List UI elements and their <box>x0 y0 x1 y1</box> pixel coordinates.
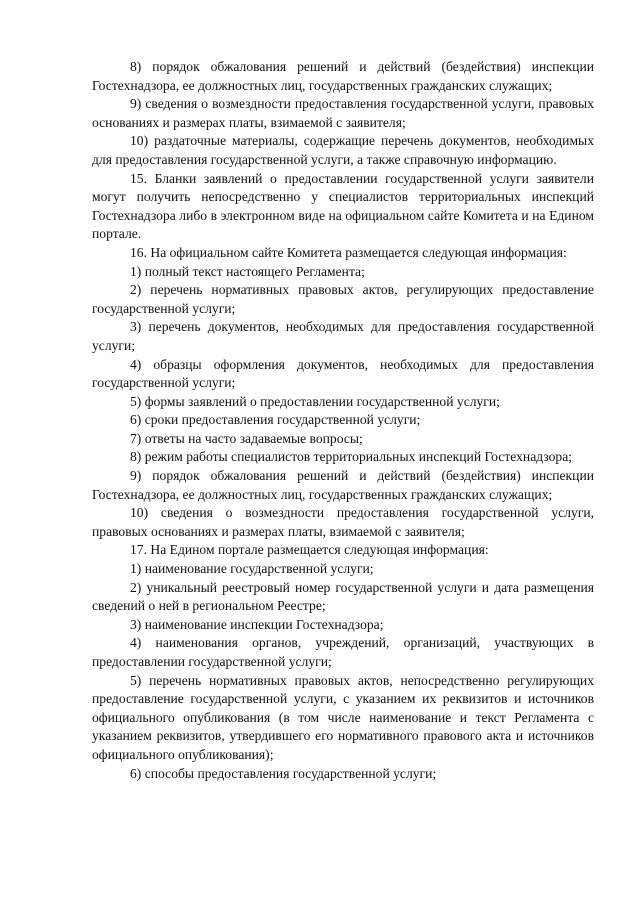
paragraph: 2) перечень нормативных правовых актов, регулирующих предоставление государственной услуги; <box>92 282 594 316</box>
paragraph: 2) уникальный реестровый номер государственной услуги и дата размещения сведений о ней в региональном Реестре; <box>92 579 594 614</box>
paragraph: 17. На Едином портале размещается следующая информация: <box>130 542 489 558</box>
paragraph: 8) порядок обжалования решений и действий (бездействия) инспекции Гостехнадзора, ее должностных лиц, государственных гражданских служащих; <box>92 59 594 93</box>
paragraph: 8) режим работы специалистов территориальных инспекций Гостехнадзора; <box>130 449 573 465</box>
paragraph: 4) образцы оформления документов, необходимых для предоставления государственной услуги; <box>92 356 594 391</box>
paragraph: 10) раздаточные материалы, содержащие перечень документов, необходимых для предоставления государственной услуги, а также справочную информацию. <box>92 133 594 167</box>
paragraph: 9) порядок обжалования решений и действий (бездействия) инспекции Гостехнадзора, ее должностных лиц, государственных гражданских служащих; <box>92 468 594 502</box>
paragraph: 5) формы заявлений о предоставлении государственной услуги; <box>130 393 500 409</box>
paragraph: 3) перечень документов, необходимых для предоставления государственной услуги; <box>92 319 594 353</box>
paragraph: 4) наименования органов, учреждений, организаций, участвующих в предоставлении государственной услуги; <box>92 635 594 669</box>
document-page <box>92 58 594 783</box>
paragraph: 1) полный текст настоящего Регламента; <box>130 263 365 279</box>
paragraph: 7) ответы на часто задаваемые вопросы; <box>130 430 363 446</box>
paragraph: 10) сведения о возмездности предоставления государственной услуги, правовых основаниях и размерах платы, взимаемой с заявителя; <box>92 505 594 539</box>
paragraph: 3) наименование инспекции Гостехнадзора; <box>130 616 384 632</box>
paragraph: 16. На официальном сайте Комитета размещается следующая информация: <box>130 244 567 260</box>
paragraph: 9) сведения о возмездности предоставления государственной услуги, правовых основаниях и размерах платы, взимаемой с заявителя; <box>92 96 594 130</box>
paragraph: 6) сроки предоставления государственной услуги; <box>130 412 421 428</box>
paragraph: 5) перечень нормативных правовых актов, непосредственно регулирующих предоставление государственной услуги, с указанием их реквизитов и источников официального опубликования (в том числе наименование и текст Регламента с указанием реквизитов, утвердившего его нормативного правового акта и источников официального опубликования); <box>92 672 594 762</box>
paragraph: 1) наименование государственной услуги; <box>130 561 374 577</box>
paragraph: 6) способы предоставления государственной услуги; <box>130 765 437 781</box>
paragraph: 15. Бланки заявлений о предоставлении государственной услуги заявители могут получить непосредственно у специалистов территориальных инспекций Гостехнадзора либо в электронном виде на официальном сайте Комитета и на Едином портале. <box>92 170 594 242</box>
